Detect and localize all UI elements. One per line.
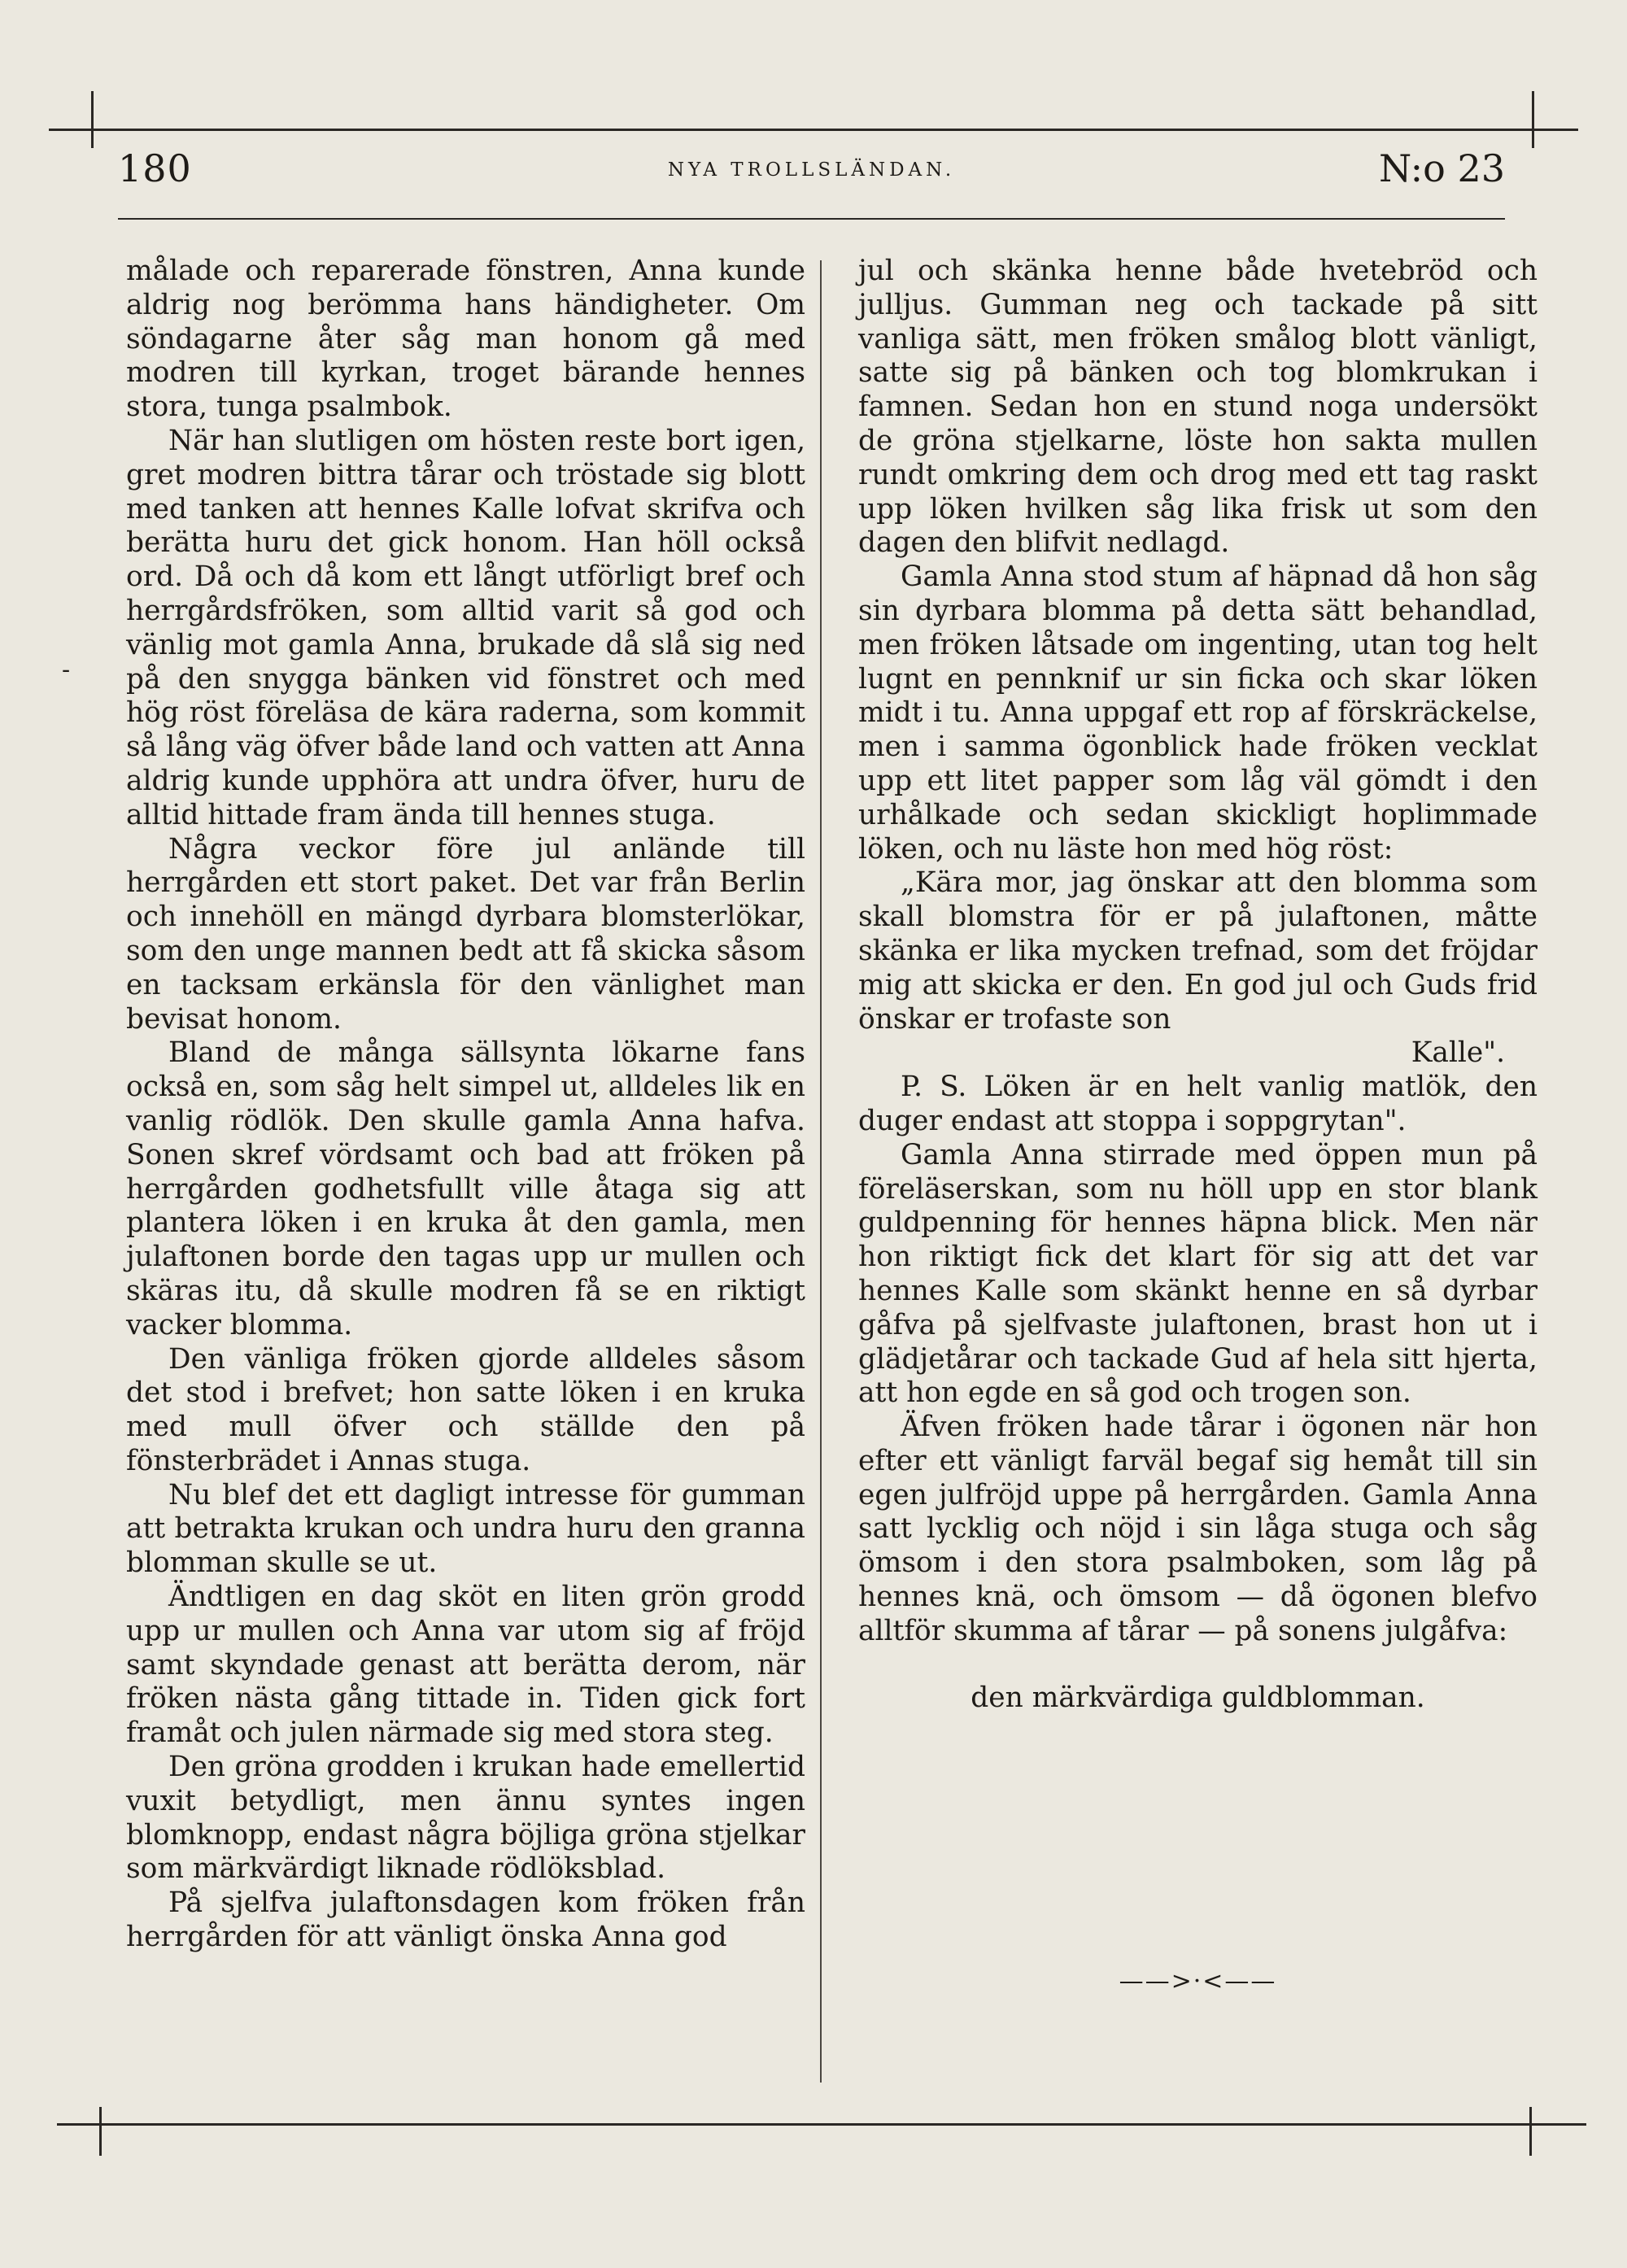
margin-dash: - [62, 656, 71, 684]
column-divider [820, 260, 822, 2083]
postscript: P. S. Löken är en helt vanlig matlök, den duger endast att stoppa i soppgrytan". [858, 1071, 1538, 1137]
paragraph: Den gröna grodden i krukan hade emellertid vuxit betydligt, men ännu syntes ingen blomknopp, endast några böjliga gröna stjelkar som märkvärdigt liknade rödlöksblad. [126, 1751, 805, 1886]
letter-paragraph: „Kära mor, jag önskar att den blomma som skall blomstra för er på julaftonen, måtte skänka er lika mycken trefnad, som det fröjdar mig att skicka er den. En god jul och Guds frid önskar er trofaste son [858, 866, 1538, 1036]
end-ornament: ——>·<—— [1119, 1967, 1277, 1995]
paragraph: Den vänliga fröken gjorde alldeles såsom det stod i brefvet; hon satte löken i en kruka med mull öfver och ställde den på fönsterbrädet i Annas stuga. [126, 1342, 805, 1477]
right-crop-mark-top [1532, 91, 1534, 148]
paragraph: Gamla Anna stod stum af häpnad då hon såg sin dyrbara blomma på detta sätt behandlad, men fröken låtsade om ingenting, utan tog helt lugnt en pennknif ur sin ficka och skar löken midt i tu. Anna uppgaf ett rop af förskräckelse, men i samma ögonblick hade fröken vecklat upp ett litet papper som låg väl gömdt i den urhålkade och sedan skickligt hoplimmade löken, och nu läste hon med hög röst: [858, 560, 1538, 866]
paragraph: Bland de många sällsynta lökarne fans också en, som såg helt simpel ut, alldeles lik en vanlig rödlök. Den skulle gamla Anna hafva. Sonen skref vördsamt och bad att fröken på herrgården godhetsfullt ville åtaga sig att plantera löken i en kruka åt den gamla, men julaftonen borde den tagas upp ur mullen och skäras itu, då skulle modren få se en riktigt vacker blomma. [126, 1036, 805, 1341]
paragraph: jul och skänka henne både hvetebröd och julljus. Gumman neg och tackade på sitt vanliga sätt, men fröken smålog blott vänligt, satte sig på bänken och tog blomkrukan i famnen. Sedan hon en stund noga undersökt de gröna stjelkarne, löste hon sakta mullen rundt omkring dem och drog med ett tag raskt upp löken hvilken såg lika frisk ut som den dagen den blifvit nedlagd. [858, 255, 1538, 560]
paragraph: Äfven fröken hade tårar i ögonen när hon efter ett vänligt farväl begaf sig hemåt till sin egen julfröjd uppe på herrgården. Gamla Anna satt lycklig och nöjd i sin låga stuga och såg ömsom i den stora psalmboken, som låg på hennes knä, och ömsom — då ögonen blefvo alltför skumma af tårar — på sonens julgåfva: [858, 1411, 1538, 1647]
running-title: NYA TROLLSLÄNDAN. [667, 159, 956, 181]
left-crop-mark-top [91, 91, 94, 148]
bottom-rule [57, 2123, 1586, 2126]
right-column [858, 255, 1538, 1715]
paragraph: målade och reparerade fönstren, Anna kunde aldrig nog berömma hans händigheter. Om söndagarne åter såg man honom gå med modren till kyrkan, troget bärande hennes stora, tunga psalmbok. [126, 255, 805, 424]
paragraph: Nu blef det ett dagligt intresse för gumman att betrakta krukan och undra huru den granna blomman skulle se ut. [126, 1478, 805, 1580]
top-rule [49, 129, 1578, 131]
paragraph: På sjelfva julaftonsdagen kom fröken från herrgården för att vänligt önska Anna god [126, 1886, 805, 1954]
page-number: 180 [118, 146, 192, 190]
page-header [118, 146, 1505, 203]
left-column [126, 255, 805, 1955]
issue-number: N:o 23 [1379, 146, 1505, 190]
paragraph: Gamla Anna stirrade med öppen mun på föreläserskan, som nu höll upp en stor blank guldpenning för hennes häpna blick. Men när hon riktigt fick det klart för sig att det var hennes Kalle som skänkt henne en så dyrbar gåfva på sjelfvaste julaftonen, brast hon ut i glädjetårar och tackade Gud af hela sitt hjerta, att hon egde en så god och trogen son. [858, 1138, 1538, 1410]
left-crop-mark-bottom [99, 2107, 102, 2156]
closing-line: den märkvärdiga guldblomman. [971, 1681, 1425, 1714]
paragraph: Ändtligen en dag sköt en liten grön grodd upp ur mullen och Anna var utom sig af fröjd samt skyndade genast att berätta derom, när fröken nästa gång tittade in. Tiden gick fort framåt och julen närmade sig med stora steg. [126, 1581, 805, 1750]
header-underline [118, 218, 1505, 220]
letter-signature: Kalle". [1411, 1036, 1505, 1070]
paragraph: Några veckor före jul anlände till herrgården ett stort paket. Det var från Berlin och innehöll en mängd dyrbara blomsterlökar, som den unge mannen bedt att få skicka såsom en tacksam erkänsla för den vänlighet man bevisat honom. [126, 832, 805, 1036]
right-crop-mark-bottom [1529, 2107, 1532, 2156]
paragraph: När han slutligen om hösten reste bort igen, gret modren bittra tårar och tröstade sig blott med tanken att hennes Kalle lofvat skrifva och berätta huru det gick honom. Han höll också ord. Då och då kom ett långt utförligt bref och herrgårdsfröken, som alltid varit så god och vänlig mot gamla Anna, brukade då slå sig ned på den snygga bänken vid fönstret och med hög röst föreläsa de kära raderna, som kommit så lång väg öfver både land och vatten att Anna aldrig kunde upphöra att undra öfver, huru de alltid hittade fram ända till hennes stuga. [126, 424, 805, 831]
